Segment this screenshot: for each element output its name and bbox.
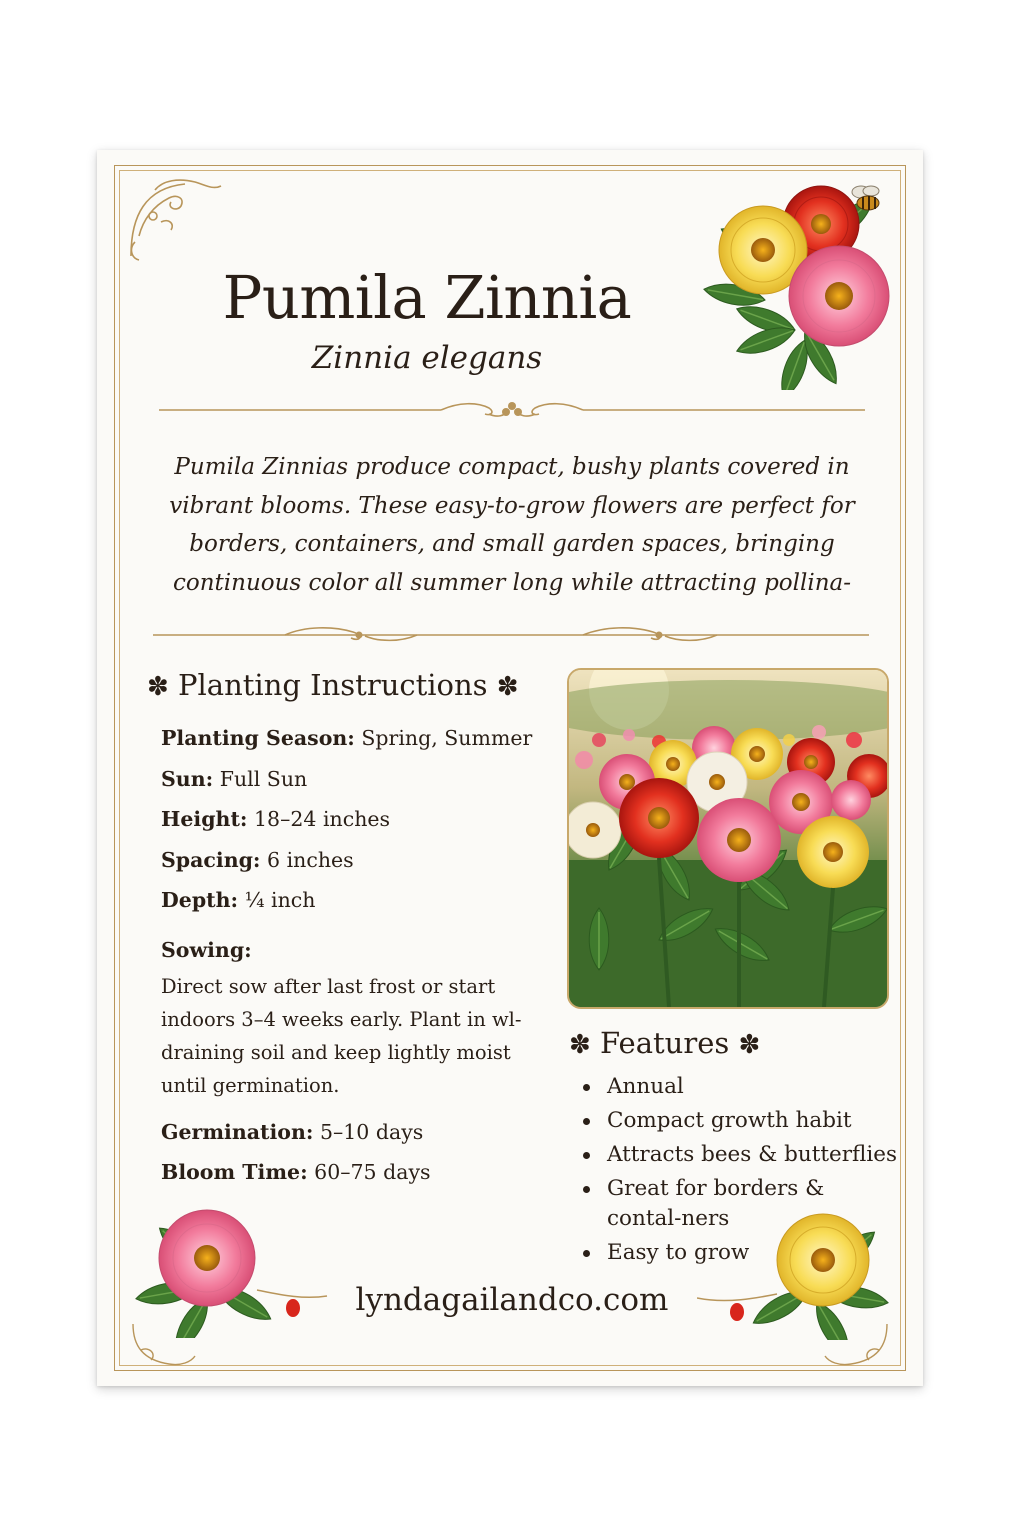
- spec-spacing: [161, 848, 354, 872]
- flower-glyph-icon: ✽: [147, 672, 169, 702]
- zinnia-field-illustration: [569, 670, 887, 1007]
- spec-label: Sun:: [161, 767, 214, 791]
- spec-bloom-time: [161, 1160, 431, 1184]
- spec-depth: [161, 888, 315, 912]
- spec-planting-season: [161, 726, 532, 750]
- feature-item: Easy to grow: [579, 1238, 899, 1268]
- botanical-name: Zinnia elegans: [311, 340, 543, 376]
- feature-item: Great for borders & contal-ners: [579, 1174, 867, 1234]
- spec-value: Spring, Summer: [361, 726, 533, 750]
- spec-value: Full Sun: [219, 767, 308, 791]
- product-title: Pumila Zinnia: [222, 263, 632, 332]
- feature-item: Compact growth habit: [579, 1106, 899, 1136]
- spec-sun: [161, 767, 307, 791]
- feature-item: Annual: [579, 1072, 899, 1102]
- flower-glyph-icon: ✽: [738, 1030, 761, 1060]
- spec-label: Bloom Time:: [161, 1160, 308, 1184]
- spec-value: 60–75 days: [314, 1160, 431, 1184]
- yellow-zinnia-icon: [697, 1212, 907, 1340]
- planting-instructions-heading: [147, 668, 519, 702]
- bee-icon: [849, 182, 889, 218]
- website-link[interactable]: lyndagailandco.com: [355, 1282, 669, 1318]
- planting-heading-label: Planting Instructions: [178, 668, 488, 702]
- spec-value: 18–24 inches: [254, 807, 391, 831]
- spec-value: ¼ inch: [244, 888, 316, 912]
- description-text: Pumila Zinnias produce compact, bushy plants covered in vibrant blooms. These easy-to-grow flowers are perfect for borders, containers, and small garden spaces, bringing continuous color all summer long while attracting pollina-: [169, 454, 855, 596]
- flower-glyph-icon: ✽: [496, 672, 519, 702]
- top-ornament-divider: [159, 400, 865, 420]
- spec-label: Planting Season:: [161, 726, 355, 750]
- pink-zinnia-icon: [127, 1208, 337, 1338]
- features-heading: [569, 1026, 760, 1060]
- spec-germination: [161, 1120, 423, 1144]
- middle-ornament-divider: [153, 626, 869, 644]
- feature-item: Attracts bees & butterflies: [579, 1140, 899, 1170]
- spec-label: Depth:: [161, 888, 239, 912]
- spec-label: Germination:: [161, 1120, 314, 1144]
- seed-packet-card: [97, 150, 923, 1386]
- spec-label: Height:: [161, 807, 248, 831]
- spec-label: Sowing:: [161, 938, 252, 962]
- spec-value: 5–10 days: [319, 1120, 424, 1144]
- spec-sowing: [161, 938, 252, 962]
- sowing-instructions: Direct sow after last frost or start indoors 3–4 weeks early. Plant in wl-draining soil and keep lightly moist until germination.: [161, 975, 522, 1097]
- spec-height: [161, 807, 390, 831]
- flower-glyph-icon: ✽: [569, 1030, 591, 1060]
- spec-value: 6 inches: [267, 848, 354, 872]
- zinnia-field-photo: [567, 668, 889, 1009]
- corner-flourish-icon: [125, 176, 225, 266]
- spec-label: Spacing:: [161, 848, 261, 872]
- features-heading-label: Features: [600, 1026, 730, 1060]
